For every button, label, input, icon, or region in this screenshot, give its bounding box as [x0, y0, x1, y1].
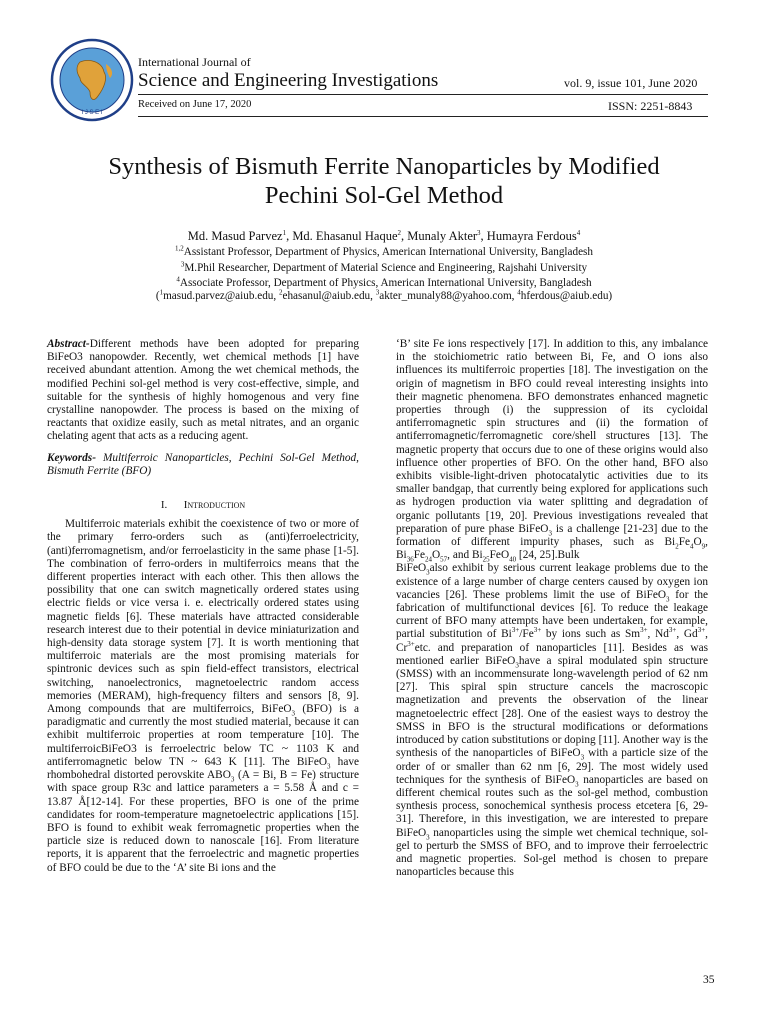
- left-column: [47, 338, 359, 875]
- author: Munaly Akter: [407, 229, 478, 243]
- issn: ISSN: 2251-8843: [608, 99, 693, 113]
- header-rule-bottom: [138, 116, 708, 117]
- logo-text: I J S E I: [81, 110, 103, 116]
- journal-name-line1: International Journal of: [138, 55, 251, 69]
- received-date: Received on June 17, 2020: [138, 99, 252, 110]
- affiliation: $^4$Associate Professor, Department of Physics, American International University, Bangladesh: [176, 275, 592, 289]
- body-paragraph: ‘B’ site Fe ions respectively [17]. In addition to this, any imbalance in the stoichiometric ratio between Bi, Fe, and O ions also influences its multiferroic properties [18]. The investigation on the origin of magnetism in BFO could reveal interesting insights into their magnetic phenomena. BFO demonstrates enhanced magnetic properties through (i) the suppression of its cycloidal antiferromagnetic spin structures and (ii) the formation of antiferromagnetic/ferromagnetic core/shell structures [13]. The magnetic property that occurs due to one of these origins would also influence other properties of BFO. On the other hand, BFO also exhibits visible-light-driven photocatalytic activities due to its smaller bandgap, that currently being explored for applications such as hydrogen production via water splitting and degradation of organic pollutants [19, 20]. Previous investigations revealed that preparation of pure phase BiFeO$_3$ is a challenge [21-23] due to the formation of different impurity phases, such as $Bi_2Fe_4O_9$, $Bi_{36}Fe_{24}O_{57}$, and $Bi_{25}FeO_{40}$ [24, 25].Bulk: [396, 338, 708, 564]
- paper-title: Synthesis of Bismuth Ferrite Nanoparticles by Modified Pechini Sol-Gel Method: [108, 153, 660, 209]
- journal-logo: [50, 38, 134, 122]
- abstract: Abstract-Different methods have been adopted for preparing BiFeO3 nanopowder. Recently, wet chemical methods [1] have received abundant attention. Among the wet chemical methods, the modified Pechini sol-gel method is very cost-effective, simple, and suitable for the synthesis of highly homogenous and very fine crystalline nanopowder. The process is based on the mixing of reactants that oxidize easily, such as metal nitrates, and an organic chelating agent that acts as a reducing agent.: [47, 338, 359, 443]
- affiliation: $^{1,2}$Assistant Professor, Department of Physics, American International University, Bangladesh: [174, 244, 593, 258]
- keywords: Keywords- Multiferroic Nanoparticles, Pechini Sol-Gel Method, Bismuth Ferrite (BFO): [47, 451, 359, 477]
- header-rule-top: [138, 94, 708, 95]
- section-heading-introduction: I. Introduction: [160, 499, 246, 512]
- page-number: 35: [703, 974, 715, 986]
- author: Humayra Ferdous: [486, 229, 577, 243]
- author-list: Md. Masud Parvez$^1$, Md. Ehasanul Haque$^2$, Munaly Akter$^3$, Humayra Ferdous$^4$: [187, 228, 581, 243]
- author-emails: ($^1$masud.parvez@aiub.edu, $^2$ehasanul@aiub.edu, $^3$akter_munaly88@yahoo.com, $^4$hferdous@aiub.edu): [155, 288, 613, 302]
- right-column: [396, 338, 708, 879]
- affiliation: $^3$M.Phil Researcher, Department of Material Science and Engineering, Rajshahi University: [180, 260, 588, 274]
- body-paragraph: BiFeO$_3$also exhibit by serious current leakage problems due to the existence of a large number of charge centers caused by oxygen ion vacancies [26]. These problems limit the use of BiFeO$_3$ for the fabrication of multifunctional devices [6]. To reduce the leakage current of BFO many attempts have been undertaken, for example, partial substitution of $Bi^{3+}/Fe^{3+}$ by ions such as $Sm^{3+}$, $Nd^{3+}$, $Gd^{3+}$, $Cr^{3+}etc$. and preparation of nanoparticles [11]. Besides as was mentioned earlier BiFeO$_3$have a spiral modulated spin structure (SMSS) with an incommensurate long-wavelength period of 62 nm [27]. This spiral spin structure cancels the macroscopic magnetization and prevents the observation of the linear magnetoelectric effect [28]. One of the easiest ways to destroy the SMSS in BFO is the structural modifications or deformations introduced by cation substitutions or doping [11]. Another way is the synthesis of the nanoparticles of BiFeO$_3$ with a particle size of the order of or smaller than 62 nm [6, 29]. The most widely used techniques for the synthesis of BiFeO$_3$ nanoparticles are based on different chemical routes such as the sol-gel method, combustion synthesis process, sonochemical synthesis process etcetera [6, 29-31]. Therefore, in this investigation, we are interested to prepare BiFeO$_3$ nanoparticles using the simple wet chemical technique, sol-gel to perturb the SMSS of BFO, and to improve their ferroelectric and magnetic properties. Sol-gel method is chosen to prepare nanoparticles because this: [396, 562, 709, 879]
- author: Md. Ehasanul Haque: [292, 229, 398, 243]
- volume-info: vol. 9, issue 101, June 2020: [564, 76, 698, 90]
- journal-name-line2: Science and Engineering Investigations: [138, 70, 439, 91]
- author: Md. Masud Parvez: [187, 229, 283, 243]
- introduction-paragraph: Multiferroic materials exhibit the coexistence of two or more of the primary ferro-orders such as (anti)ferroelectricity, (anti)ferromagnetism, and/or ferroelasticity in the same phase [1-5]. The combination of ferro-orders in multiferroics means that the different properties interact with each other. This then allows the possibility that one can switch magnetically ordered states using electric fields or vice versa i. e. electrically ordered states using magnetic fields [6]. These materials have attracted considerable research interest due to their potential in device miniaturization and high-density data storage system [7]. It is worth mentioning that multiferroic materials are the most promising materials for spintronic devices such as spin field-effect transistors, electrical switching, nanoelectronics, magnetoelectric random access memories (MERAM), high-frequency filters and sensors [8, 9]. Among compounds that are multiferroics, BiFeO$_3$ (BFO) is a paradigmatic and currently the most studied material, because it can exhibit multiferroic properties at room temperature [10]. The multiferroicBiFeO3 is ferroelectric below TC ~ 1103 K and antiferromagnetic below TN ~ 643 K [11]. The BiFeO$_3$ have rhombohedral distorted perovskite $ABO_3$ (A = Bi, B = Fe) structure with space group R3c and lattice parameters a = 5.58 Å and c = 13.87 Å[12-14]. For these properties, BFO is one of the prime candidates for room-temperature magnetoelectric applications [15]. BFO is found to exhibit weak ferromagnetic properties when the particle size is reduced down to nanoscale [16]. From literature reports, it is apparent that the ferroelectric and magnetic properties of BFO could be due to the ‘A’ site Bi ions and the: [47, 518, 359, 874]
